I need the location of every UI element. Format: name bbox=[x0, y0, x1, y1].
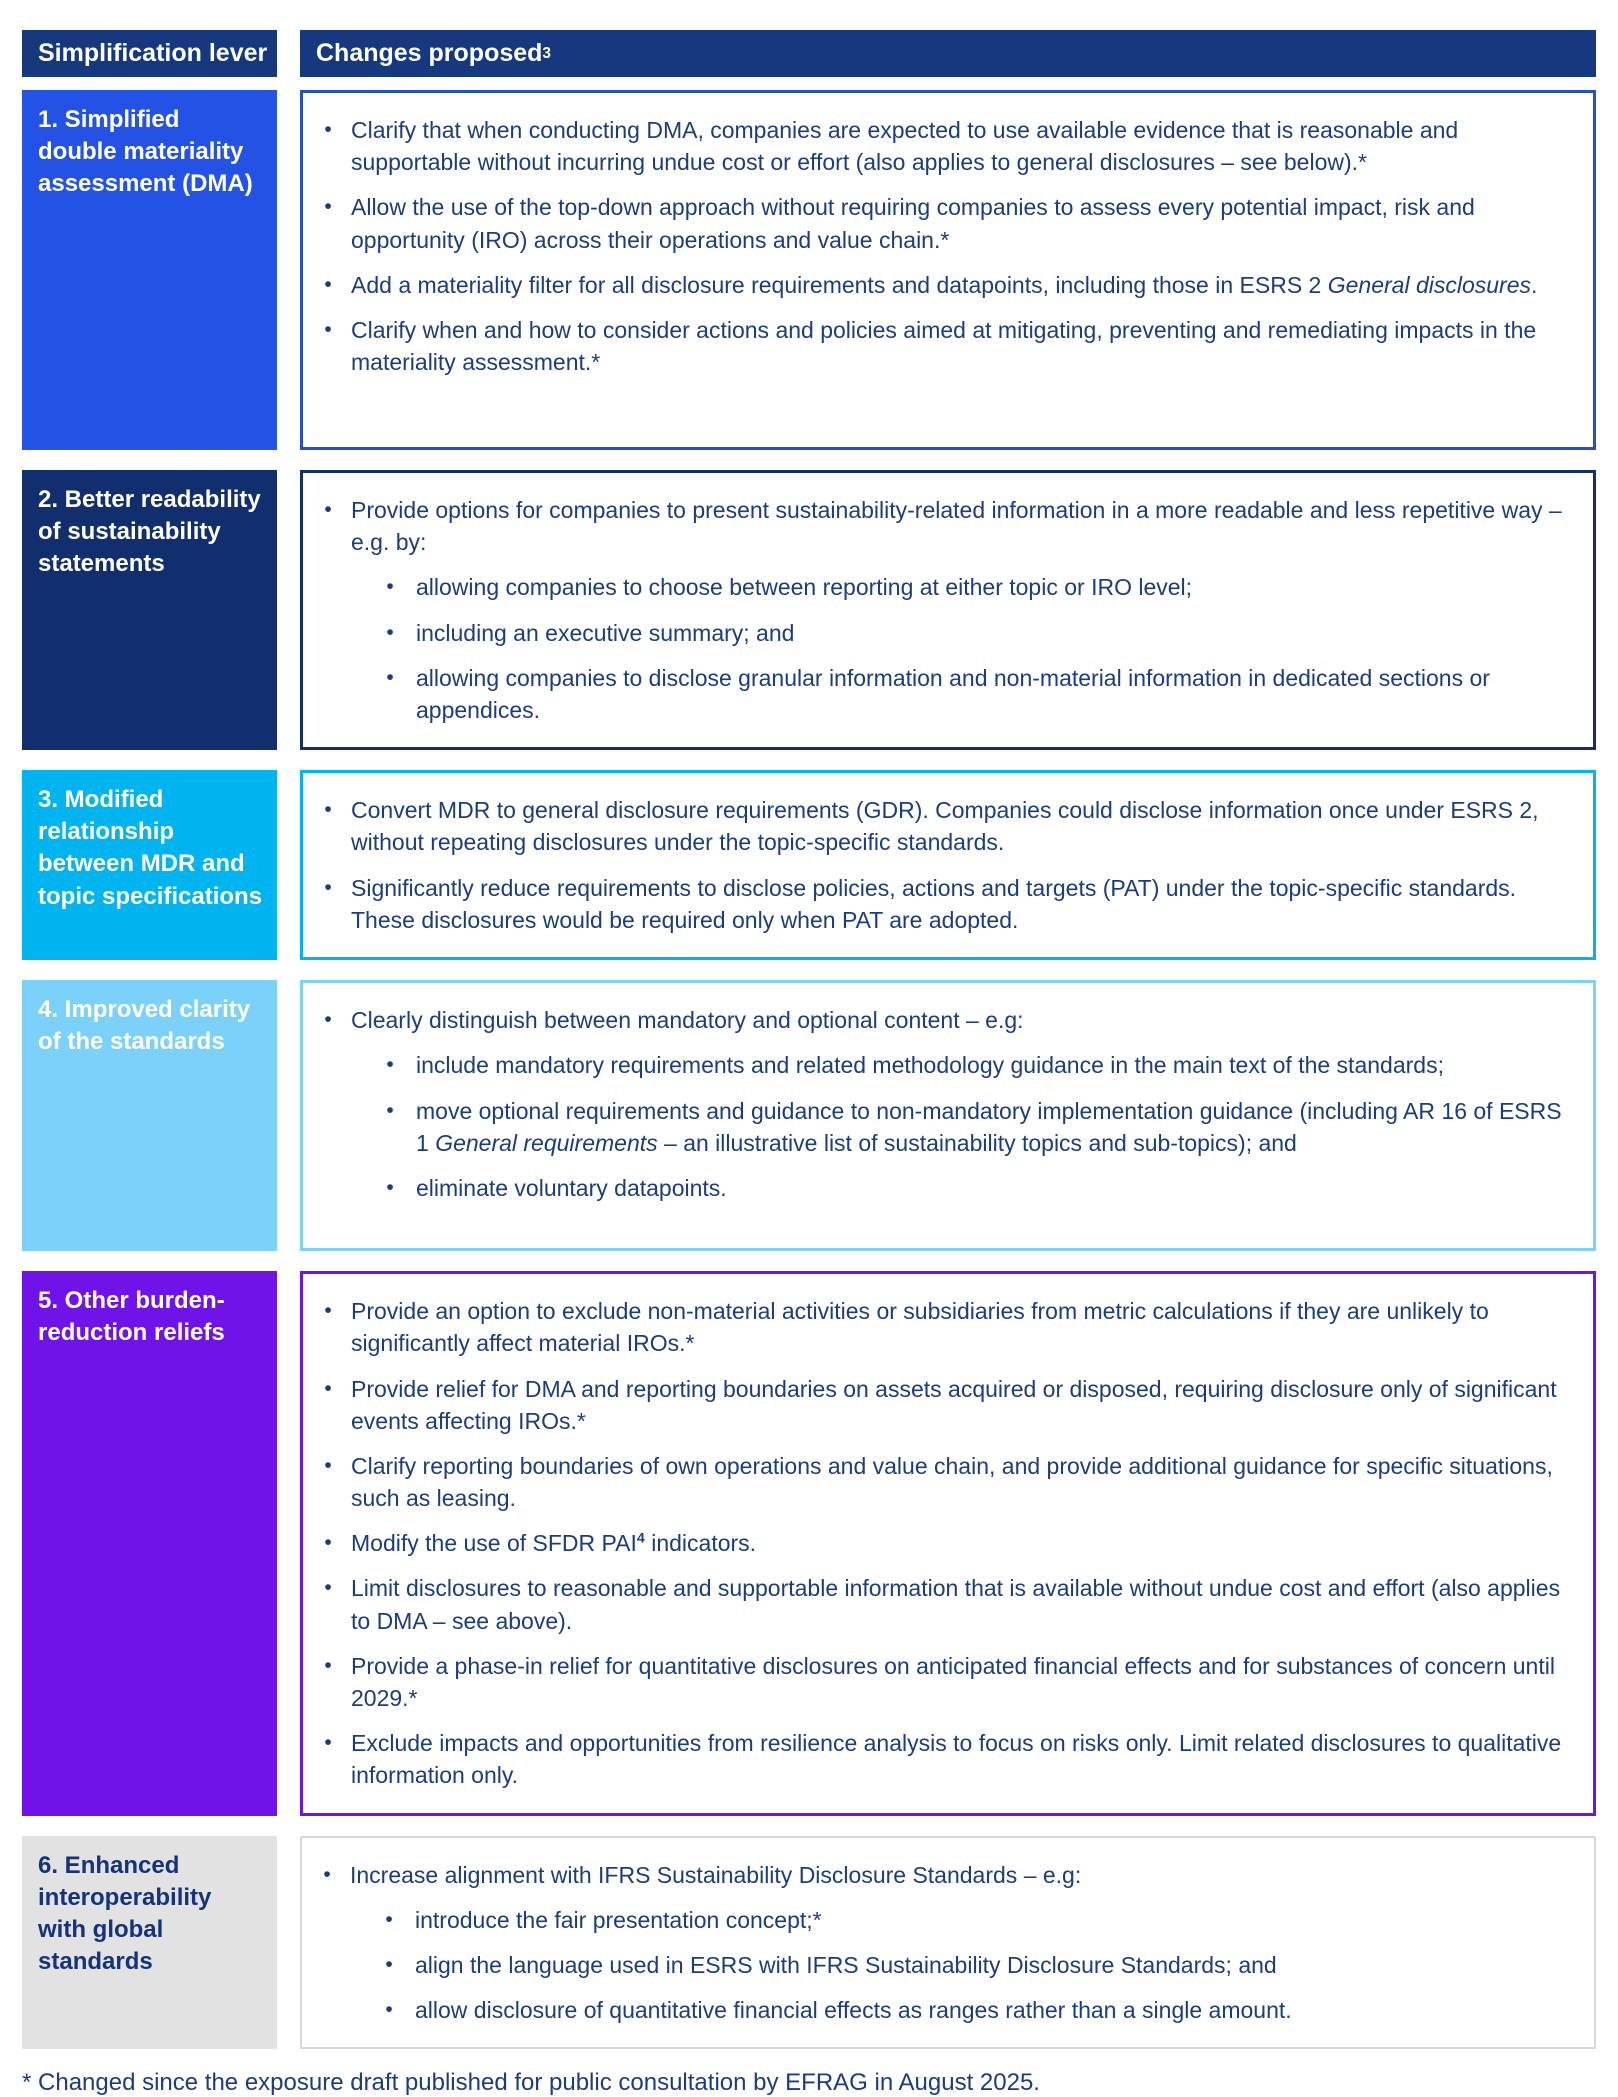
bullet-item bbox=[317, 1859, 1576, 1891]
table-header bbox=[22, 30, 1596, 77]
lever-cell bbox=[22, 770, 277, 960]
bullet-item bbox=[318, 191, 1575, 255]
bullet-item bbox=[318, 114, 1575, 178]
table-body bbox=[22, 90, 1596, 2049]
bullet-icon: • bbox=[324, 1008, 332, 1032]
bullet-icon: • bbox=[324, 272, 332, 296]
bullet-text: move optional requirements and guidance to non-mandatory implementation guidance (including AR 16 of ESRS 1 General requirements – an illustrative list of sustainability topics and sub-topics); and bbox=[416, 1097, 1562, 1156]
bullet-text: allowing companies to disclose granular information and non-material information in dedicated sections or appendices. bbox=[416, 664, 1490, 723]
changes-cell bbox=[300, 1836, 1596, 2050]
changes-cell bbox=[300, 1271, 1596, 1815]
bullet-icon: • bbox=[386, 1175, 394, 1199]
table-row bbox=[22, 980, 1596, 1251]
bullet-text: Provide an option to exclude non-material activities or subsidiaries from metric calculations if they are unlikely to significantly affect material IROs.* bbox=[351, 1298, 1489, 1357]
bullet-text: allowing companies to choose between reporting at either topic or IRO level; bbox=[416, 574, 1193, 601]
bullet-item bbox=[380, 617, 1575, 649]
changes-cell bbox=[300, 770, 1596, 960]
bullet-text: Limit disclosures to reasonable and supportable information that is available without undue cost and effort (also applies to DMA – see above). bbox=[351, 1575, 1561, 1634]
bullet-item bbox=[379, 1904, 1576, 1936]
bullet-text: Add a materiality filter for all disclosure requirements and datapoints, including those in ESRS 2 General disclosures. bbox=[351, 271, 1538, 298]
bullet-item bbox=[318, 1004, 1575, 1036]
bullet-icon: • bbox=[324, 1453, 332, 1477]
lever-label: 5. Other burden-reduction reliefs bbox=[38, 1287, 225, 1347]
table-row bbox=[22, 1271, 1596, 1815]
bullet-item bbox=[318, 794, 1575, 858]
bullet-item bbox=[380, 1172, 1575, 1204]
bullet-item bbox=[318, 314, 1575, 378]
table-row bbox=[22, 770, 1596, 960]
lever-cell bbox=[22, 470, 277, 750]
table-row bbox=[22, 470, 1596, 750]
bullet-item bbox=[318, 1727, 1575, 1791]
bullet-icon: • bbox=[386, 1098, 394, 1122]
italic-text: General disclosures bbox=[1327, 271, 1531, 298]
bullet-icon: • bbox=[324, 1531, 332, 1555]
bullet-item bbox=[318, 1650, 1575, 1714]
column-header-simplification-lever bbox=[22, 30, 277, 77]
footnote: * Changed since the exposure draft published for public consultation by EFRAG in August 2025. bbox=[22, 2069, 1040, 2097]
bullet-item bbox=[380, 662, 1575, 726]
bullet-item bbox=[318, 1373, 1575, 1437]
column-header-label: Changes proposed bbox=[316, 39, 543, 67]
bullet-item bbox=[318, 1295, 1575, 1359]
footnote-reference: 4 bbox=[636, 1530, 645, 1547]
bullet-icon: • bbox=[323, 1862, 331, 1886]
bullet-item bbox=[318, 269, 1575, 301]
bullet-icon: • bbox=[385, 1998, 393, 2022]
italic-text: General requirements bbox=[435, 1129, 658, 1156]
bullet-icon: • bbox=[324, 1731, 332, 1755]
bullet-item bbox=[380, 1049, 1575, 1081]
lever-label: 2. Better readability of sustainability statements bbox=[38, 486, 261, 578]
lever-cell bbox=[22, 980, 277, 1251]
bullet-text: include mandatory requirements and related methodology guidance in the main text of the standards; bbox=[416, 1052, 1444, 1079]
bullet-icon: • bbox=[324, 1576, 332, 1600]
bullet-text: Provide options for companies to present sustainability-related information in a more readable and less repetitive way – e.g. by: bbox=[351, 497, 1562, 556]
bullet-text: align the language used in ESRS with IFRS Sustainability Disclosure Standards; and bbox=[415, 1951, 1277, 1978]
lever-label: 1. Simplified double materiality assessment (DMA) bbox=[38, 106, 253, 198]
bullet-text: Exclude impacts and opportunities from resilience analysis to focus on risks only. Limit related disclosures to qualitative information only. bbox=[351, 1730, 1562, 1789]
bullet-icon: • bbox=[324, 118, 332, 141]
bullet-item bbox=[379, 1994, 1576, 2026]
bullet-item bbox=[379, 1949, 1576, 1981]
bullet-icon: • bbox=[324, 798, 332, 822]
bullet-icon: • bbox=[385, 1907, 393, 1931]
changes-cell bbox=[300, 470, 1596, 750]
bullet-text: Modify the use of SFDR PAI$^4$ indicators. bbox=[351, 1530, 757, 1557]
bullet-text: Increase alignment with IFRS Sustainability Disclosure Standards – e.g: bbox=[350, 1861, 1082, 1888]
bullet-icon: • bbox=[324, 317, 332, 341]
bullet-item bbox=[318, 494, 1575, 558]
bullet-text: Clarify that when conducting DMA, companies are expected to use available evidence that is reasonable and supportable without incurring undue cost or effort (also applies to general disclosures – see below).* bbox=[351, 117, 1459, 176]
bullet-icon: • bbox=[386, 620, 394, 644]
bullet-icon: • bbox=[324, 1376, 332, 1400]
bullet-text: Allow the use of the top-down approach without requiring companies to assess every potential impact, risk and opportunity (IRO) across their operations and value chain.* bbox=[351, 194, 1475, 253]
bullet-item bbox=[318, 1527, 1575, 1559]
bullet-text: Provide a phase-in relief for quantitative disclosures on anticipated financial effects and for substances of concern until 2029.* bbox=[351, 1652, 1555, 1711]
bullet-item bbox=[380, 571, 1575, 603]
bullet-item bbox=[318, 1572, 1575, 1636]
bullet-item bbox=[318, 1450, 1575, 1514]
bullet-text: allow disclosure of quantitative financial effects as ranges rather than a single amount. bbox=[415, 1997, 1292, 2024]
bullet-text: Significantly reduce requirements to disclose policies, actions and targets (PAT) under the topic-specific standards. These disclosures would be required only when PAT are adopted. bbox=[351, 874, 1517, 933]
changes-cell bbox=[300, 980, 1596, 1251]
lever-label: 3. Modified relationship between MDR and topic specifications bbox=[38, 786, 263, 910]
bullet-text: Clarify reporting boundaries of own operations and value chain, and provide additional guidance for specific situations, such as leasing. bbox=[351, 1452, 1553, 1512]
bullet-item bbox=[380, 1095, 1575, 1159]
lever-label: 4. Improved clarity of the standards bbox=[38, 996, 251, 1056]
lever-label: 6. Enhanced interoperability with global standards bbox=[38, 1851, 212, 1976]
lever-cell bbox=[22, 1271, 277, 1815]
column-header-changes-proposed: Changes proposed 3 bbox=[300, 30, 1596, 77]
bullet-icon: • bbox=[324, 1653, 332, 1677]
column-header-label: Simplification lever bbox=[38, 39, 268, 67]
changes-cell bbox=[300, 90, 1596, 450]
table-row bbox=[22, 1836, 1596, 2050]
bullet-icon: • bbox=[324, 195, 332, 219]
lever-cell bbox=[22, 90, 277, 450]
table-row bbox=[22, 90, 1596, 450]
lever-cell bbox=[22, 1836, 277, 2050]
bullet-icon: • bbox=[386, 1053, 394, 1077]
bullet-text: introduce the fair presentation concept;* bbox=[415, 1906, 822, 1933]
bullet-icon: • bbox=[386, 665, 394, 689]
bullet-icon: • bbox=[386, 575, 394, 599]
bullet-text: eliminate voluntary datapoints. bbox=[416, 1174, 727, 1201]
bullet-icon: • bbox=[385, 1952, 393, 1976]
bullet-icon: • bbox=[324, 875, 332, 899]
bullet-text: including an executive summary; and bbox=[416, 619, 795, 646]
bullet-text: Convert MDR to general disclosure requirements (GDR). Companies could disclose information once under ESRS 2, without repeating disclosures under the topic-specific standards. bbox=[351, 797, 1539, 856]
bullet-text: Provide relief for DMA and reporting boundaries on assets acquired or disposed, requiring disclosure only of significant events affecting IROs.* bbox=[351, 1375, 1557, 1434]
bullet-text: Clearly distinguish between mandatory and optional content – e.g: bbox=[351, 1007, 1024, 1034]
bullet-icon: • bbox=[324, 1299, 332, 1323]
bullet-item bbox=[318, 872, 1575, 936]
bullet-icon: • bbox=[324, 498, 332, 521]
bullet-text: Clarify when and how to consider actions and policies aimed at mitigating, preventing and remediating impacts in the materiality assessment.* bbox=[351, 316, 1537, 376]
